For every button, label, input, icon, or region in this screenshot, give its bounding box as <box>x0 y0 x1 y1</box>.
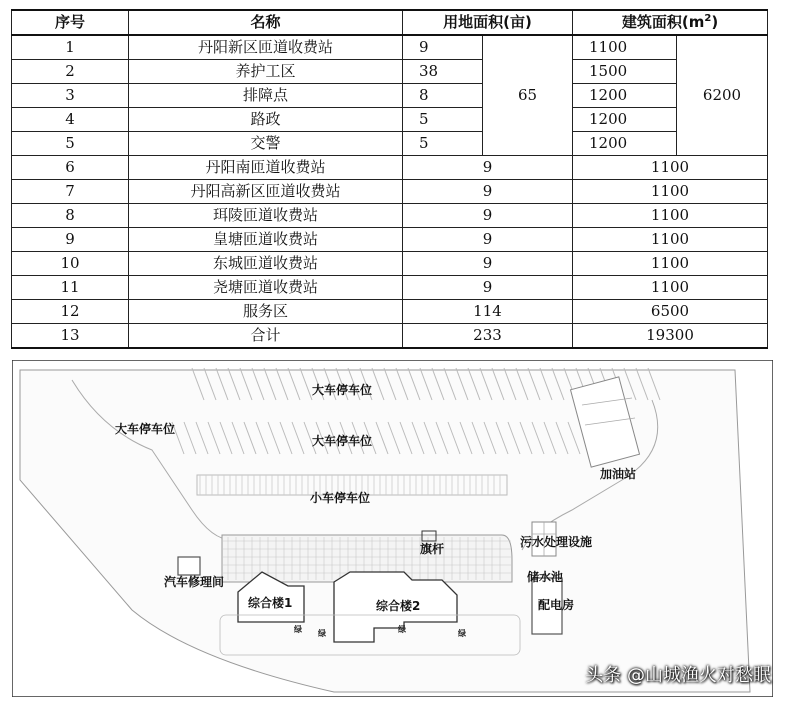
cell-land-group-total: 65 <box>483 35 573 156</box>
cell-no: 2 <box>12 60 129 84</box>
cell-no: 8 <box>12 204 129 228</box>
cell-land: 9 <box>403 276 573 300</box>
cell-land: 9 <box>403 156 573 180</box>
label-truck-parking-mid: 大车停车位 <box>312 434 373 448</box>
cell-building: 1100 <box>573 252 768 276</box>
cell-building: 1100 <box>573 180 768 204</box>
repair-shop-outline <box>178 557 200 575</box>
cell-no: 7 <box>12 180 129 204</box>
header-building-area-text: 建筑面积(m <box>621 13 705 31</box>
cell-building: 1100 <box>573 35 677 60</box>
label-truck-parking-top: 大车停车位 <box>312 383 373 397</box>
cell-no: 11 <box>12 276 129 300</box>
table-row <box>12 60 768 84</box>
table-row <box>12 204 768 228</box>
label-building1: 综合楼1 <box>248 596 293 610</box>
label-sewage: 污水处理设施 <box>520 535 593 549</box>
cell-name: 珥陵匝道收费站 <box>129 204 403 228</box>
cell-name: 东城匝道收费站 <box>129 252 403 276</box>
table-row-total <box>12 324 768 349</box>
label-building2: 综合楼2 <box>376 599 421 613</box>
cell-building: 1100 <box>573 276 768 300</box>
site-plan-drawing <box>12 360 773 697</box>
label-green: 绿 <box>458 629 466 638</box>
cell-no: 13 <box>12 324 129 349</box>
cell-land: 5 <box>403 132 483 156</box>
cell-name: 交警 <box>129 132 403 156</box>
cell-no: 3 <box>12 84 129 108</box>
cell-land: 114 <box>403 300 573 324</box>
label-green: 绿 <box>294 625 302 634</box>
table-row <box>12 252 768 276</box>
label-repair-shop: 汽车修理间 <box>164 575 225 589</box>
header-building-area-sup: 2 <box>704 13 712 24</box>
cell-name: 丹阳高新区匝道收费站 <box>129 180 403 204</box>
label-green: 绿 <box>398 625 406 634</box>
header-building-area <box>573 10 768 35</box>
label-water-tank: 储水池 <box>527 570 564 584</box>
cell-building: 1200 <box>573 132 677 156</box>
cell-building: 1100 <box>573 156 768 180</box>
cell-building: 1100 <box>573 228 768 252</box>
cell-building: 1100 <box>573 204 768 228</box>
cell-building: 19300 <box>573 324 768 349</box>
cell-no: 12 <box>12 300 129 324</box>
cell-land: 8 <box>403 84 483 108</box>
cell-no: 6 <box>12 156 129 180</box>
header-no: 序号 <box>12 10 129 35</box>
table-row <box>12 156 768 180</box>
cell-no: 9 <box>12 228 129 252</box>
cell-building: 1500 <box>573 60 677 84</box>
cell-no: 10 <box>12 252 129 276</box>
label-flagpole: 旗杆 <box>420 542 445 556</box>
label-gas-station: 加油站 <box>600 467 637 481</box>
cell-building: 1200 <box>573 84 677 108</box>
cell-building: 1200 <box>573 108 677 132</box>
land-area-table <box>11 9 768 349</box>
label-truck-parking-left: 大车停车位 <box>115 422 176 436</box>
watermark-text: 头条 @山城渔火对愁眠 <box>585 665 771 686</box>
cell-building-group-total: 6200 <box>677 35 768 156</box>
table-row <box>12 35 768 60</box>
table-row <box>12 300 768 324</box>
cell-building: 6500 <box>573 300 768 324</box>
table-row <box>12 228 768 252</box>
cell-name: 服务区 <box>129 300 403 324</box>
cell-no: 5 <box>12 132 129 156</box>
table-row <box>12 84 768 108</box>
table-header-row <box>12 10 768 35</box>
cell-land: 9 <box>403 252 573 276</box>
cell-name: 皇塘匝道收费站 <box>129 228 403 252</box>
cell-land: 233 <box>403 324 573 349</box>
label-car-parking: 小车停车位 <box>310 491 371 505</box>
cell-name: 合计 <box>129 324 403 349</box>
cell-land: 38 <box>403 60 483 84</box>
header-name: 名称 <box>129 10 403 35</box>
cell-name: 丹阳南匝道收费站 <box>129 156 403 180</box>
cell-name: 养护工区 <box>129 60 403 84</box>
table-row <box>12 108 768 132</box>
cell-land: 9 <box>403 35 483 60</box>
label-power-room: 配电房 <box>538 598 575 612</box>
cell-land: 9 <box>403 204 573 228</box>
cell-land: 9 <box>403 180 573 204</box>
table-row <box>12 180 768 204</box>
cell-name: 尧塘匝道收费站 <box>129 276 403 300</box>
label-green: 绿 <box>318 629 326 638</box>
cell-land: 9 <box>403 228 573 252</box>
header-building-area-close: ) <box>711 13 719 31</box>
table-row <box>12 276 768 300</box>
cell-name: 路政 <box>129 108 403 132</box>
cell-name: 排障点 <box>129 84 403 108</box>
cell-no: 1 <box>12 35 129 60</box>
header-land-area: 用地面积(亩) <box>403 10 573 35</box>
table-row <box>12 132 768 156</box>
cell-no: 4 <box>12 108 129 132</box>
cell-land: 5 <box>403 108 483 132</box>
cell-name: 丹阳新区匝道收费站 <box>129 35 403 60</box>
